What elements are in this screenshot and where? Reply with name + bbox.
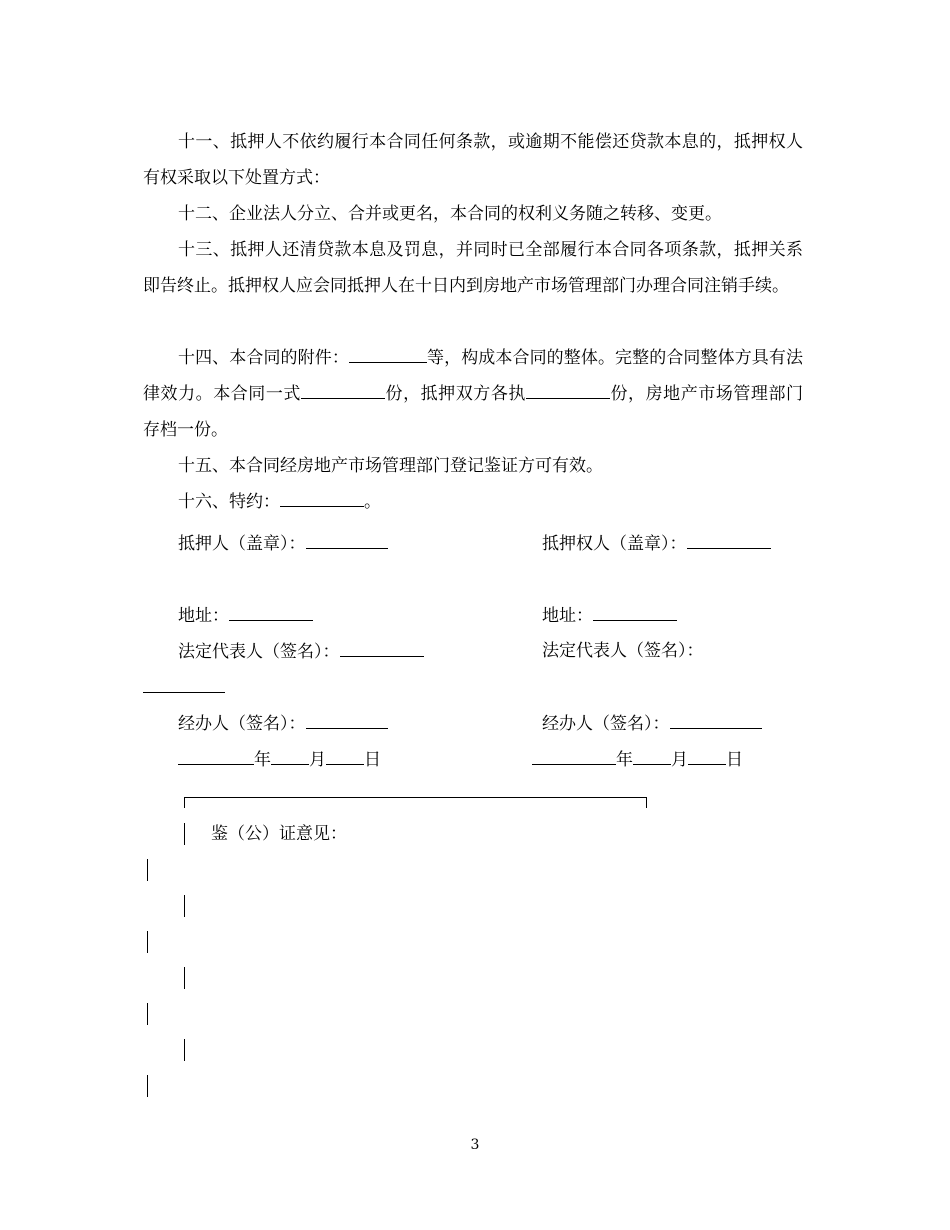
- clause-14-part4: 份，房地产市场管理部门存档一份。: [143, 384, 804, 440]
- attachment-blank[interactable]: [349, 346, 427, 363]
- mortgagee-rep-label: 法定代表人（签名）：: [542, 641, 704, 661]
- mortgagee-day-blank[interactable]: [688, 748, 726, 765]
- mortgagee-handler-blank[interactable]: [670, 712, 762, 729]
- mortgagor-address-line: [178, 604, 313, 627]
- notary-opinion-label: 鉴（公）证意见：: [211, 824, 347, 844]
- mortgagee-rep-line: [542, 640, 704, 662]
- mortgagor-address-label: 地址：: [178, 606, 229, 626]
- notary-frame-bar: [184, 967, 185, 989]
- clause-15: 十五、本合同经房地产市场管理部门登记鉴证方可有效。: [178, 456, 603, 476]
- mortgagor-address-blank[interactable]: [229, 604, 313, 621]
- clause-13: 十三、抵押人还清贷款本息及罚息，并同时已全部履行本合同各项条款，抵押关系即告终止。抵押权人应会同抵押人在十日内到房地产市场管理部门办理合同注销手续。: [143, 240, 803, 296]
- month-label: 月: [309, 750, 326, 770]
- mortgagee-seal-blank[interactable]: [687, 532, 771, 549]
- year-label: 年: [616, 750, 633, 770]
- clause-11: 十一、抵押人不依约履行本合同任何条款，或逾期不能偿还贷款本息的，抵押权人有权采取以下处置方式：: [143, 132, 803, 188]
- copies-total-blank[interactable]: [301, 382, 385, 399]
- mortgagor-rep-blank[interactable]: [340, 640, 424, 657]
- mortgagee-rep-blank[interactable]: [143, 676, 225, 693]
- notary-frame-bar: [184, 1039, 185, 1061]
- special-terms-blank[interactable]: [280, 490, 364, 507]
- notary-frame-bar: [147, 931, 148, 953]
- day-label: 日: [364, 750, 381, 770]
- mortgagee-date-line: [532, 748, 743, 771]
- notary-frame-top: [184, 797, 647, 808]
- mortgagor-handler-label: 经办人（签名）：: [178, 714, 306, 734]
- day-label: 日: [726, 750, 743, 770]
- clause-16-label: 十六、特约：: [178, 492, 280, 512]
- month-label: 月: [671, 750, 688, 770]
- mortgagor-handler-line: [178, 712, 388, 735]
- mortgagor-date-line: [178, 748, 381, 771]
- mortgagor-month-blank[interactable]: [271, 748, 309, 765]
- mortgagor-year-blank[interactable]: [178, 748, 254, 765]
- mortgagee-handler-label: 经办人（签名）：: [542, 714, 670, 734]
- mortgagee-seal-label: 抵押权人（盖章）：: [542, 534, 687, 554]
- notary-frame-bar: [184, 823, 185, 845]
- mortgagor-handler-blank[interactable]: [306, 712, 388, 729]
- mortgagor-rep-label: 法定代表人（签名）：: [178, 642, 340, 662]
- clause-14: [143, 340, 803, 448]
- mortgagee-year-blank[interactable]: [532, 748, 616, 765]
- mortgagor-seal-blank[interactable]: [306, 532, 388, 549]
- notary-frame-bar: [147, 1075, 148, 1097]
- clause-16-end: 。: [364, 492, 381, 512]
- mortgagee-address-label: 地址：: [542, 606, 593, 626]
- mortgagor-day-blank[interactable]: [326, 748, 364, 765]
- mortgagee-handler-line: [542, 712, 762, 735]
- mortgagor-rep-line: [178, 640, 424, 663]
- clause-16: [143, 484, 803, 520]
- year-label: 年: [254, 750, 271, 770]
- page-number: 3: [470, 1137, 480, 1153]
- mortgagee-address-blank[interactable]: [593, 604, 677, 621]
- notary-frame-bar: [184, 895, 185, 917]
- clause-12: 十二、企业法人分立、合并或更名，本合同的权利义务随之转移、变更。: [178, 204, 722, 224]
- mortgagee-seal-line: [542, 532, 771, 555]
- mortgagor-seal-line: [178, 532, 388, 555]
- notary-frame-bar: [147, 859, 148, 881]
- notary-frame-bar: [147, 1003, 148, 1025]
- mortgagee-rep-blank-line: [143, 676, 225, 699]
- clause-14-part3: 份，抵押双方各执: [384, 384, 526, 404]
- mortgagee-month-blank[interactable]: [633, 748, 671, 765]
- clause-14-part2: 等，构成本合同的整体。完整的合同整体方具有法律效力。本合同一式: [143, 348, 803, 404]
- clause-14-part1: 十四、本合同的附件：: [178, 348, 349, 368]
- mortgagor-seal-label: 抵押人（盖章）：: [178, 534, 306, 554]
- copies-each-blank[interactable]: [526, 382, 610, 399]
- mortgagee-address-line: [542, 604, 677, 627]
